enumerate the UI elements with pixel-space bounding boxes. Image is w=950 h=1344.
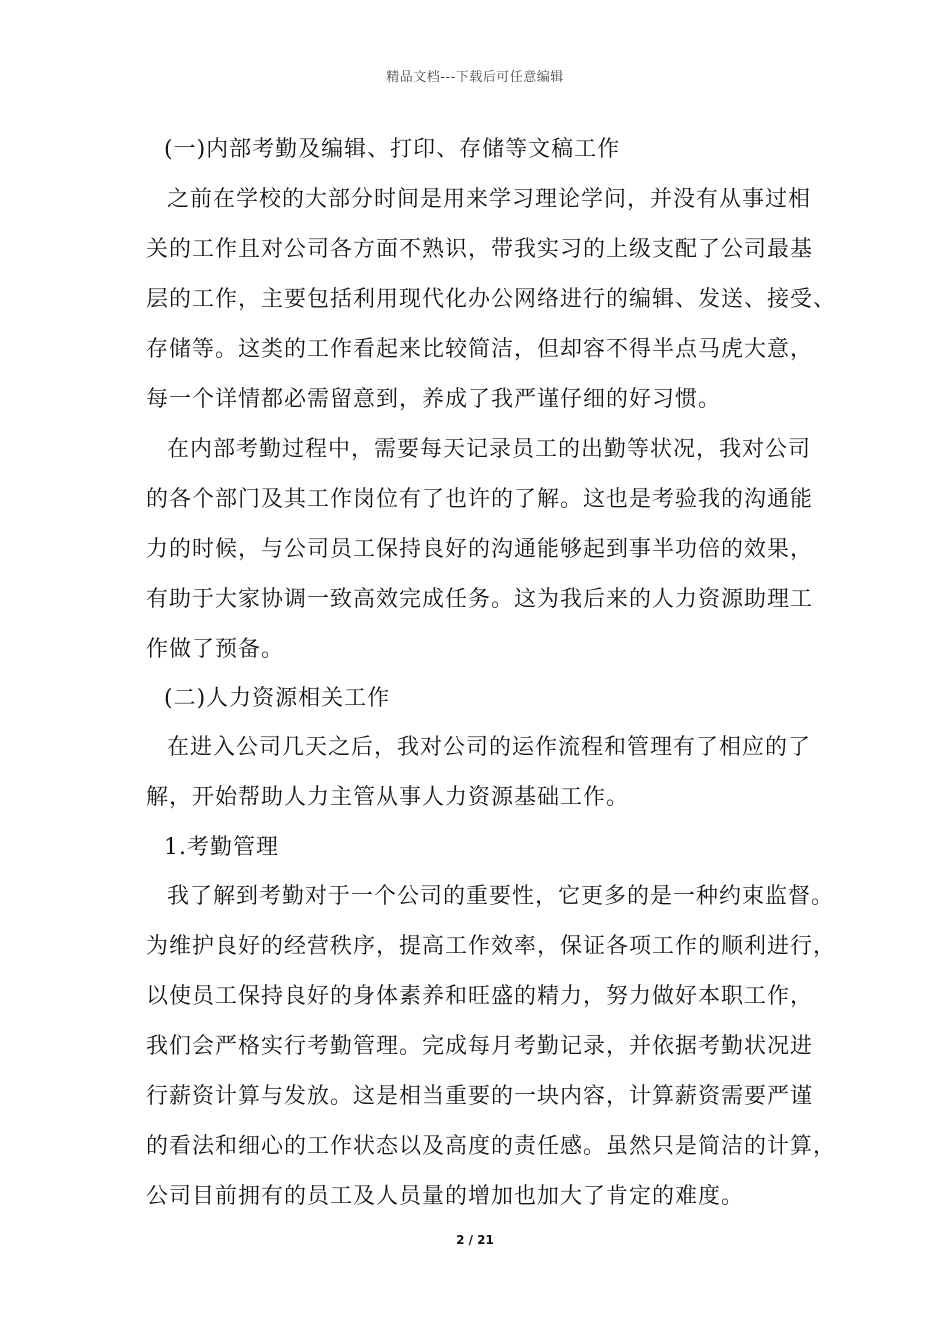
paragraph-line: 关的工作且对公司各方面不熟识，带我实习的上级支配了公司最基 (146, 237, 814, 262)
paragraph-line: 力的时候，与公司员工保持良好的沟通能够起到事半功倍的效果， (146, 537, 814, 562)
paragraph-line: 的看法和细心的工作状态以及高度的责任感。虽然只是简洁的计算， (146, 1134, 837, 1159)
paragraph-line: 在内部考勤过程中，需要每天记录员工的出勤等状况，我对公司 (167, 437, 812, 462)
page-header: 精品文档---下载后可任意编辑 (386, 70, 564, 85)
page-number: 2 / 21 (456, 1233, 494, 1247)
paragraph-line: 我了解到考勤对于一个公司的重要性，它更多的是一种约束监督。 (167, 884, 835, 909)
paragraph-line: 我们会严格实行考勤管理。完成每月考勤记录，并依据考勤状况进 (146, 1034, 814, 1059)
paragraph-line: 每一个详情都必需留意到，养成了我严谨仔细的好习惯。 (146, 387, 722, 412)
paragraph-line: 解，开始帮助人力主管从事人力资源基础工作。 (146, 785, 630, 810)
section-heading: (二)人力资源相关工作 (164, 686, 391, 711)
paragraph-line: 存储等。这类的工作看起来比较简洁，但却容不得半点马虎大意， (146, 337, 814, 362)
subsection-heading: 1.考勤管理 (164, 835, 279, 860)
paragraph-line: 之前在学校的大部分时间是用来学习理论学问，并没有从事过相 (167, 187, 812, 212)
paragraph-line: 有助于大家协调一致高效完成任务。这为我后来的人力资源助理工 (146, 587, 814, 612)
paragraph-line: 层的工作，主要包括利用现代化办公网络进行的编辑、发送、接受、 (146, 287, 837, 312)
paragraph-line: 行薪资计算与发放。这是相当重要的一块内容，计算薪资需要严谨 (146, 1084, 814, 1109)
paragraph-line: 公司目前拥有的员工及人员量的增加也加大了肯定的难度。 (146, 1184, 745, 1209)
paragraph-line: 在进入公司几天之后，我对公司的运作流程和管理有了相应的了 (167, 735, 812, 760)
paragraph-line: 作做了预备。 (146, 637, 285, 662)
paragraph-line: 的各个部门及其工作岗位有了也许的了解。这也是考验我的沟通能 (146, 487, 814, 512)
paragraph-line: 为维护良好的经营秩序，提高工作效率，保证各项工作的顺利进行， (146, 934, 837, 959)
section-heading: (一)内部考勤及编辑、打印、存储等文稿工作 (164, 137, 621, 162)
paragraph-line: 以使员工保持良好的身体素养和旺盛的精力，努力做好本职工作， (146, 984, 814, 1009)
